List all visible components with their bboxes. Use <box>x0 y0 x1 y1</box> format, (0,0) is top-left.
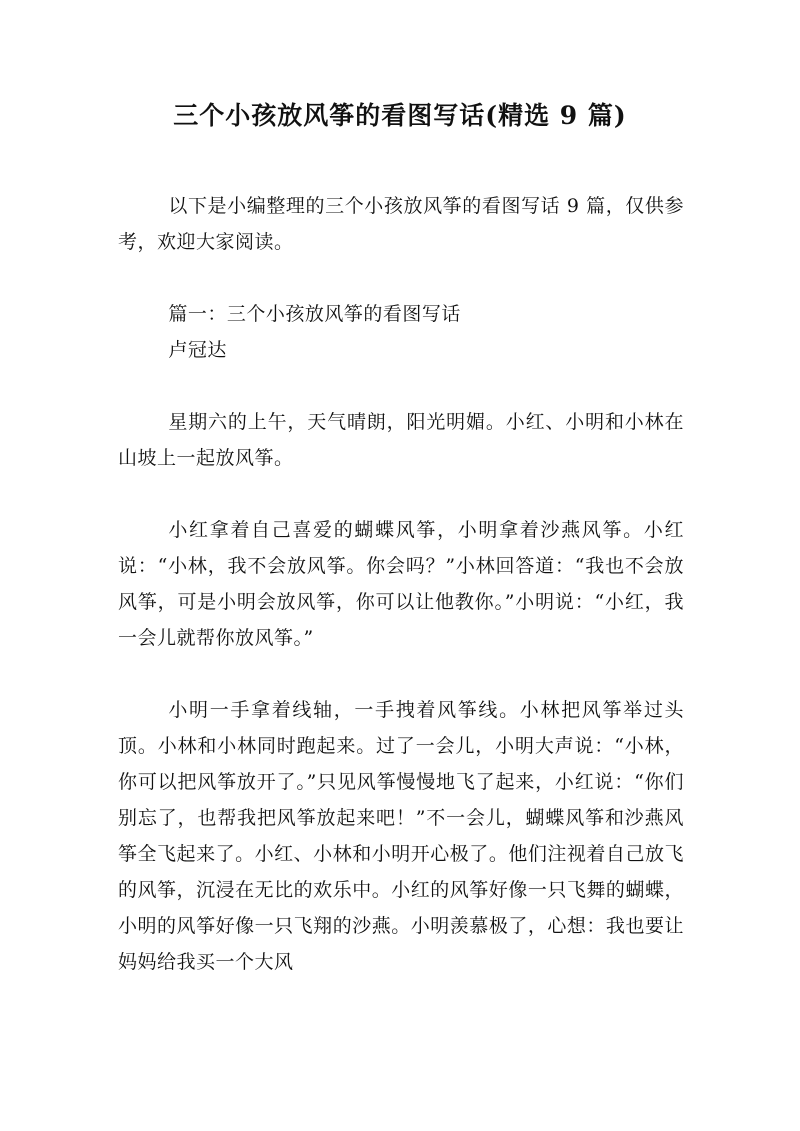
body-paragraph-3: 小明一手拿着线轴，一手拽着风筝线。小林把风筝举过头顶。小林和小林同时跑起来。过了一会儿，小明大声说：“小林，你可以把风筝放开了。”只见风筝慢慢地飞了起来，小红说：“你们别忘了，也帮我把风筝放起来吧！”不一会儿，蝴蝶风筝和沙燕风筝全飞起来了。小红、小林和小明开心极了。他们注视着自己放飞的风筝，沉浸在无比的欢乐中。小红的风筝好像一只飞舞的蝴蝶，小明的风筝好像一只飞翔的沙燕。小明羡慕极了，心想：我也要让妈妈给我买一个大风 <box>118 699 684 973</box>
body-paragraph-1: 星期六的上午，天气晴朗，阳光明媚。小红、小明和小林在山坡上一起放风筝。 <box>118 411 684 469</box>
document-body <box>118 188 684 980</box>
section-heading: 篇一：三个小孩放风筝的看图写话 <box>168 303 461 325</box>
author-name: 卢冠达 <box>168 339 227 361</box>
paragraph-spacer <box>118 260 684 296</box>
intro-paragraph: 以下是小编整理的三个小孩放风筝的看图写话 9 篇，仅供参考，欢迎大家阅读。 <box>118 195 684 253</box>
document-title: 三个小孩放风筝的看图写话(精选 9 篇) <box>173 101 627 130</box>
paragraph-spacer <box>118 368 684 404</box>
paragraph-spacer <box>118 476 684 512</box>
paragraph-spacer <box>118 656 684 692</box>
body-paragraph-2: 小红拿着自己喜爱的蝴蝶风筝，小明拿着沙燕风筝。小红说：“小林，我不会放风筝。你会吗？”小林回答道：“我也不会放风筝，可是小明会放风筝，你可以让他教你。”小明说：“小红，我一会儿就帮你放风筝。” <box>118 519 684 649</box>
